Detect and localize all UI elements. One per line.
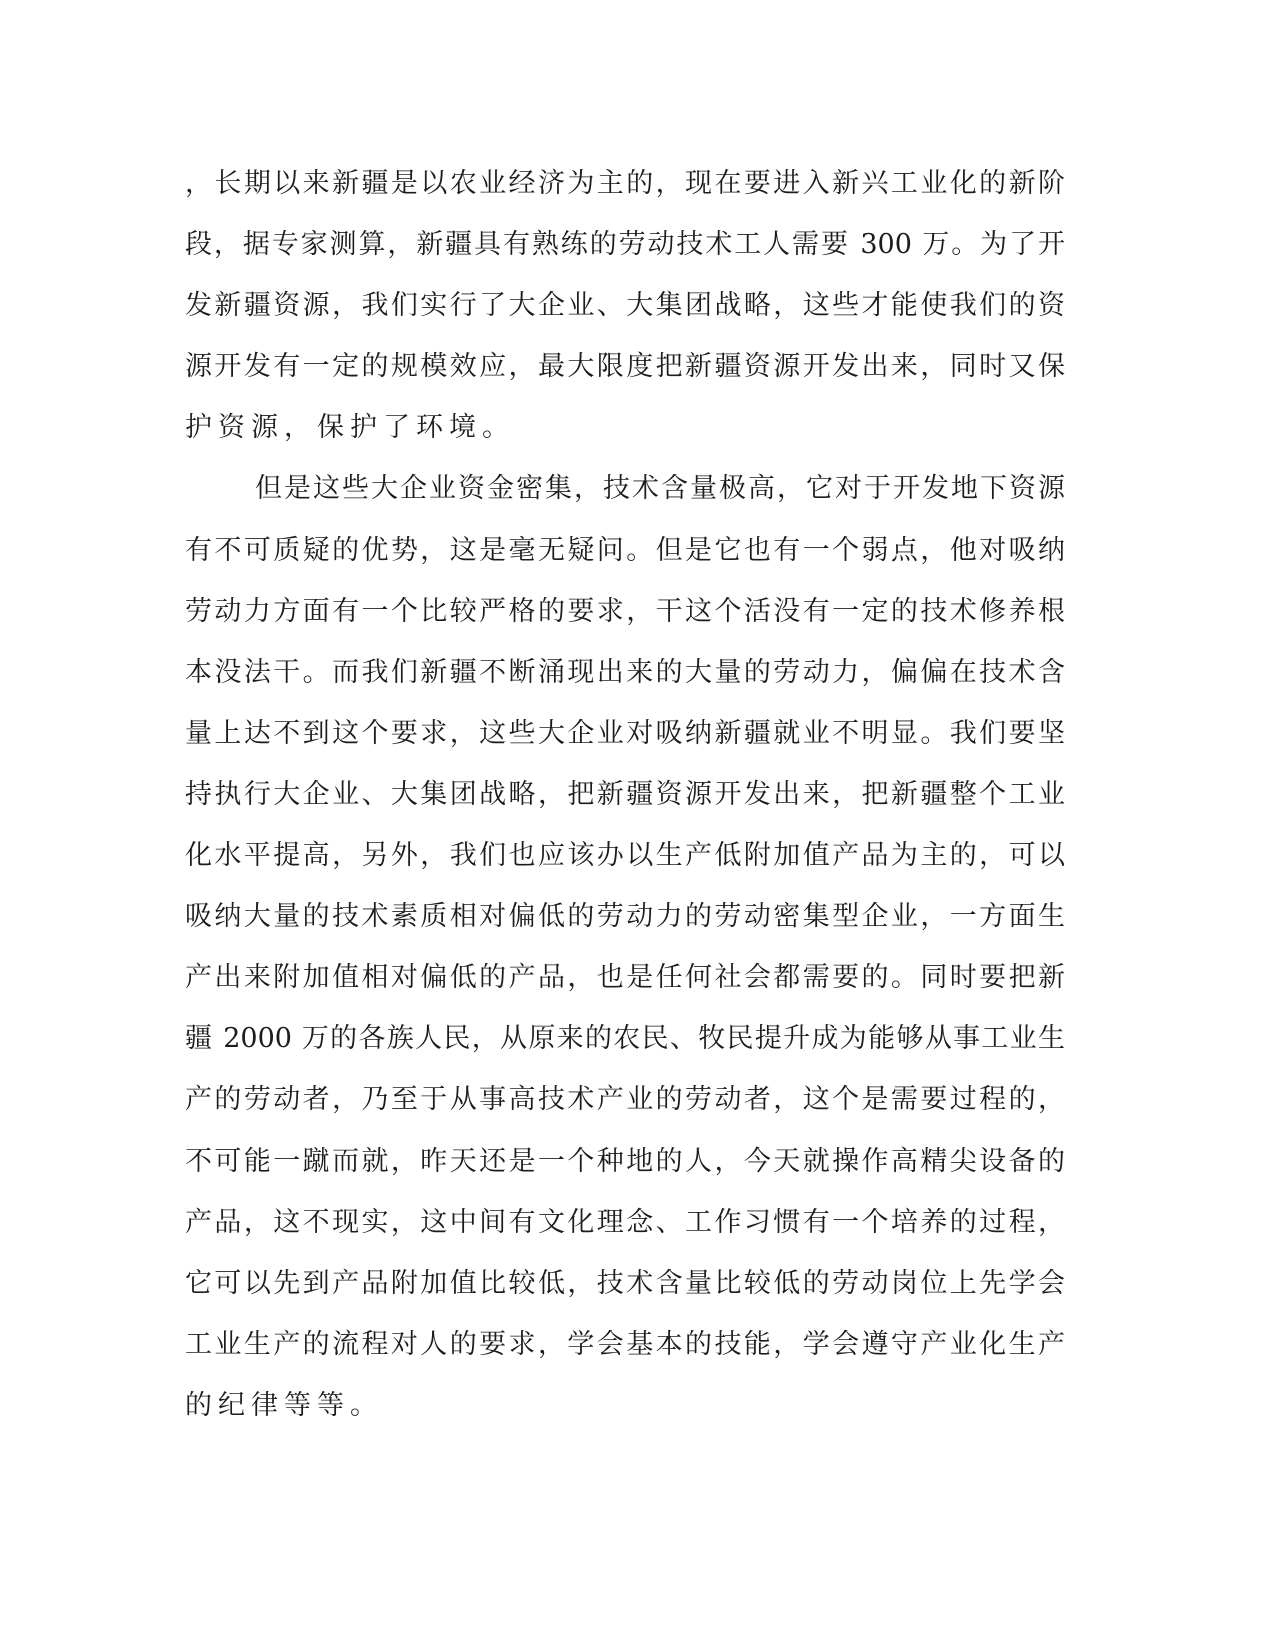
text-line: 它可以先到产品附加值比较低，技术含量比较低的劳动岗位上先学会 (185, 1267, 1065, 1299)
paragraph-1 (185, 164, 1065, 469)
text-line: 产出来附加值相对偏低的产品，也是任何社会都需要的。同时要把新 (185, 962, 1065, 994)
text-line-last: 护资源，保护了环境。 (185, 412, 515, 444)
text-line: 产的劳动者，乃至于从事高技术产业的劳动者，这个是需要过程的， (185, 1084, 1065, 1116)
body-text (185, 164, 1065, 1447)
text-line: 疆 2000 万的各族人民，从原来的农民、牧民提升成为能够从事工业生 (185, 1023, 1065, 1055)
text-line: 源开发有一定的规模效应，最大限度把新疆资源开发出来，同时又保 (185, 351, 1065, 383)
text-line: ，长期以来新疆是以农业经济为主的，现在要进入新兴工业化的新阶 (185, 168, 1065, 199)
text-line: 发新疆资源，我们实行了大企业、大集团战略，这些才能使我们的资 (185, 290, 1065, 322)
text-line: 段，据专家测算，新疆具有熟练的劳动技术工人需要 300 万。为了开 (185, 229, 1065, 261)
text-line: 量上达不到这个要求，这些大企业对吸纳新疆就业不明显。我们要坚 (185, 717, 1065, 749)
text-line: 吸纳大量的技术素质相对偏低的劳动力的劳动密集型企业，一方面生 (185, 901, 1065, 933)
text-line: 不可能一蹴而就，昨天还是一个种地的人，今天就操作高精尖设备的 (185, 1145, 1065, 1177)
text-line: 产品，这不现实，这中间有文化理念、工作习惯有一个培养的过程， (185, 1206, 1065, 1238)
text-line-indented: 但是这些大企业资金密集，技术含量极高，它对于开发地下资源 (255, 473, 1065, 505)
text-line-last: 的纪律等等。 (185, 1389, 383, 1421)
text-line: 劳动力方面有一个比较严格的要求，干这个活没有一定的技术修养根 (185, 595, 1065, 627)
text-line: 工业生产的流程对人的要求，学会基本的技能，学会遵守产业化生产 (185, 1328, 1065, 1360)
text-line: 有不可质疑的优势，这是毫无疑问。但是它也有一个弱点，他对吸纳 (185, 534, 1065, 566)
text-line: 本没法干。而我们新疆不断涌现出来的大量的劳动力，偏偏在技术含 (185, 656, 1065, 688)
paragraph-2 (185, 469, 1065, 1447)
text-line: 化水平提高，另外，我们也应该办以生产低附加值产品为主的，可以 (185, 840, 1065, 872)
text-line: 持执行大企业、大集团战略，把新疆资源开发出来，把新疆整个工业 (185, 778, 1065, 810)
